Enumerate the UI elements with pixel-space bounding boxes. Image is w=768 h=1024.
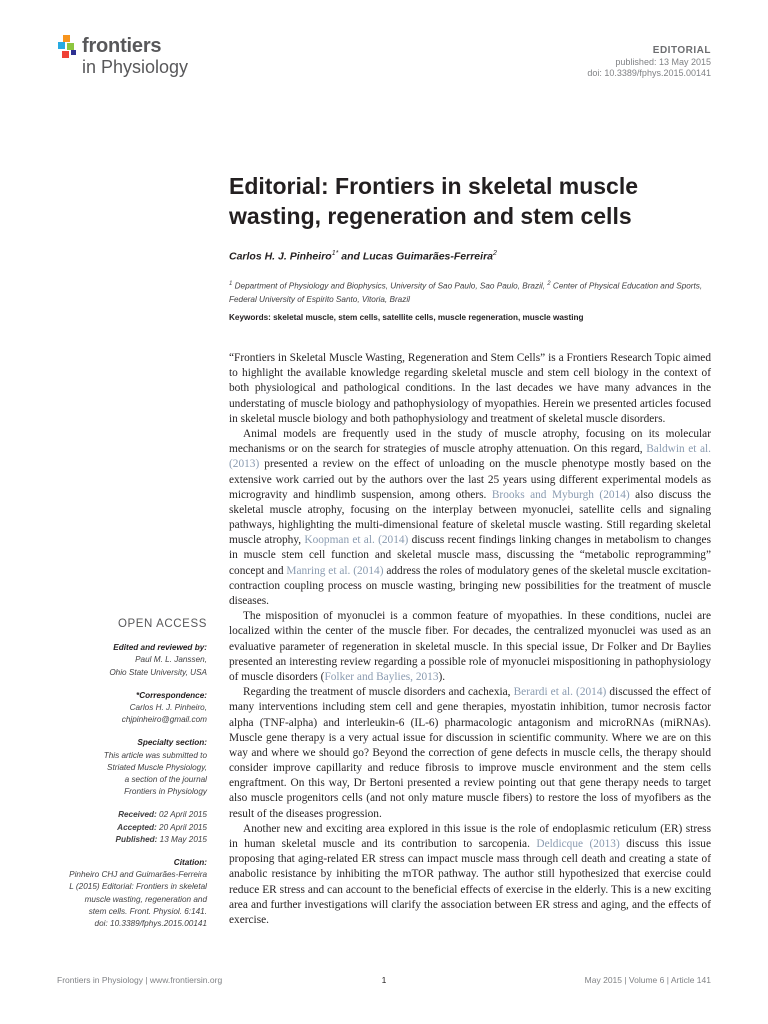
published-label: Published: (115, 834, 158, 844)
body-paragraph: “Frontiers in Skeletal Muscle Wasting, Regeneration and Stem Cells” is a Frontiers Research Topic aimed to highlight the available knowledge regarding skeletal muscle and stem cell biology in the context of both physiological and pathological conditions. In the last decades we have many advances in the understating of muscle biology and pathophysiology of myopathies. Herein we presented articles focused in skeletal muscle biology and both pathophysiology and treatment of skeletal muscle disorders. (229, 352, 711, 425)
specialty-line: Striated Muscle Physiology, (107, 762, 207, 772)
accepted-date (57, 822, 207, 834)
citation-link[interactable]: Berardi et al. (2014) (513, 686, 607, 699)
body-paragraph (229, 609, 711, 685)
frontiers-logo-icon (57, 33, 81, 63)
paragraph-text: discuss this issue proposing that aging-related ER stress can impact muscle mass through cell death and creating a state of anabolic resistance by inhibiting the mTOR pathway. The author still hypothesized that exercise could reduce ER stress and can account to the beneficial effects of exercise in the elderly. This is a new exciting area and further investigations will clarify the association between ER stress and aging, and the effects of exercise. (229, 838, 711, 926)
paragraph-text: also discuss the skeletal muscle atrophy, focusing on the interplay between myonuclei, satellite cells and signaling pathways, highlighting the multi-dimensional feature of skeletal muscle wasting. Still regarding skeletal muscle atrophy, (229, 488, 712, 547)
citation-line: muscle wasting, regeneration and (84, 894, 207, 904)
keywords: Keywords: skeletal muscle, stem cells, satellite cells, muscle regeneration, muscle wasting (229, 313, 584, 322)
article-sidebar (57, 618, 207, 930)
page-number: 1 (381, 975, 387, 985)
specialty-line: Frontiers in Physiology (124, 787, 207, 797)
author-conjunction: and (338, 250, 363, 263)
affiliation-text: Department of Physiology and Biophysics, University of Sao Paulo, Sao Paulo, Brazil, (232, 281, 548, 291)
paragraph-text: The misposition of myonuclei is a common feature of myopathies. In these conditions, nuclei are localized within the center of the muscle fiber. For decades, the centralized myonuclei was used as an evaluative parameter of regeneration in skeletal muscle. In this special issue, Dr Folker and Dr Baylies presented an interesting review regarding a possible role of myonuclei mispositioning in pathophysiology of muscle disorders ( (229, 610, 711, 683)
citation-link[interactable]: Manring et al. (2014) (286, 564, 384, 577)
correspondence-name: Carlos H. J. Pinheiro, (129, 703, 207, 713)
logo-journal-name: in Physiology (82, 57, 189, 77)
published-date-sidebar (57, 834, 207, 846)
paragraph-text: Animal models are frequently used in the study of muscle atrophy, focusing on its molecular mechanisms or on the search for strategies of muscle atrophy attenuation. On this regard, (229, 427, 711, 456)
citation-line: Pinheiro CHJ and Guimarães-Ferreira (69, 870, 207, 880)
author-superscript: 2 (493, 250, 497, 257)
edited-label: Edited and reviewed by: (113, 643, 207, 653)
article-body (229, 351, 711, 928)
paragraph-text: Another new and exciting area explored in this issue is the role of endoplasmic reticulum (ER) stress in human skeletal muscle and its contribution to sarcopenia. (229, 822, 711, 850)
accepted-label: Accepted: (117, 822, 157, 832)
logo-wordmark: frontiers (82, 35, 162, 57)
paragraph-text: address the roles of modulatory genes of the skeletal muscle excitation-contraction coupling process on muscle wasting, bringing new possibilities for the treatment of muscle diseases. (229, 564, 711, 607)
published-date: published: 13 May 2015 (615, 57, 711, 67)
affiliations (229, 278, 719, 306)
body-paragraph (229, 822, 711, 928)
citation-line: stem cells. Front. Physiol. 6:141. (88, 906, 207, 916)
received-label: Received: (118, 810, 157, 820)
received-value: 02 April 2015 (156, 810, 207, 820)
paragraph-text: discuss recent findings linking changes in metabolism to changes in muscle stem cell function and skeletal muscle mass, discussing the “metabolic reprogramming” concept and (229, 534, 711, 577)
author-superscript: 1* (331, 250, 339, 257)
doi[interactable]: doi: 10.3389/fphys.2015.00141 (587, 68, 711, 78)
received-date (57, 809, 207, 821)
specialty-label: Specialty section: (137, 738, 207, 748)
author-list (229, 250, 729, 263)
citation-doi[interactable]: doi: 10.3389/fphys.2015.00141 (94, 919, 207, 929)
body-paragraph (229, 685, 711, 822)
citation-link[interactable]: Deldicque (2013) (536, 838, 620, 850)
paragraph-text: presented a review on the effect of unloading on the muscle phenotype mostly based on the extensive work carried out by the authors over the last 25 years using different experimental models as microgravity and hindlimb suspension, among others. (229, 458, 711, 501)
author-name[interactable]: Lucas Guimarães-Ferreira (362, 250, 493, 263)
affiliation-marker: 2 (547, 281, 551, 287)
citation-label: Citation: (173, 858, 207, 868)
body-paragraph (229, 427, 711, 609)
citation-link[interactable]: Baldwin et al. (2013) (229, 443, 711, 471)
footer-issue-info: May 2015 | Volume 6 | Article 141 (584, 975, 711, 985)
specialty-line: a section of the journal (124, 775, 207, 785)
correspondence-label: *Correspondence: (136, 690, 207, 700)
article-meta-header (411, 45, 711, 79)
correspondence-email[interactable]: chjpinheiro@gmail.com (121, 715, 207, 725)
footer-journal-link[interactable]: Frontiers in Physiology | www.frontiersin.org (57, 975, 223, 985)
paragraph-text: discussed the effect of many interventions including stem cell and gene therapies, myostatin inhibition, tumor necrosis factor alpha (TNF-alpha) and interleukin-6 (IL-6) pharmacologic antagonism and microRNAs (miRNAs). Muscle gene therapy is a very actual issue for discussion in scientific community. Where we are on this way and where we should go? Beyond the correction of gene defects in muscle cells, the therapy should consider improve capillarity and reduce fibrosis to improve muscle environment and the stem cells engraftment. On this way, Dr Bertoni presented a review pointing out that gene therapy needs to target also muscle progenitors cells (and not only mature muscle fibers) to restore the loss of myofibers as the result of the diseases progression. (229, 686, 711, 820)
journal-logo[interactable] (57, 33, 217, 83)
affiliation-marker: 1 (229, 281, 233, 287)
accepted-value: 20 April 2015 (156, 822, 207, 832)
citation-line: L (2015) Editorial: Frontiers in skeletal (69, 882, 207, 892)
specialty-line: This article was submitted to (103, 750, 207, 760)
editor-name: Paul M. L. Janssen, (135, 655, 207, 665)
page-footer (57, 975, 711, 989)
paragraph-text: Regarding the treatment of muscle disorders and cachexia, (243, 686, 514, 699)
article-type: EDITORIAL (652, 45, 711, 56)
paragraph-text: ). (438, 670, 446, 683)
published-value: 13 May 2015 (157, 834, 207, 844)
article-title: Editorial: Frontiers in skeletal muscle wasting, regeneration and stem cells (229, 173, 639, 229)
citation-link[interactable]: Folker and Baylies, 2013 (324, 670, 439, 683)
affiliation-text: Center of Physical Education and Sports, Federal University of Espirito Santo, Vitoria, Brazil (229, 281, 703, 304)
editor-affiliation: Ohio State University, USA (109, 667, 207, 677)
citation-link[interactable]: Koopman et al. (2014) (304, 534, 409, 547)
open-access-label: OPEN ACCESS (117, 618, 207, 630)
author-name[interactable]: Carlos H. J. Pinheiro (229, 250, 332, 263)
citation-link[interactable]: Brooks and Myburgh (2014) (491, 488, 630, 501)
